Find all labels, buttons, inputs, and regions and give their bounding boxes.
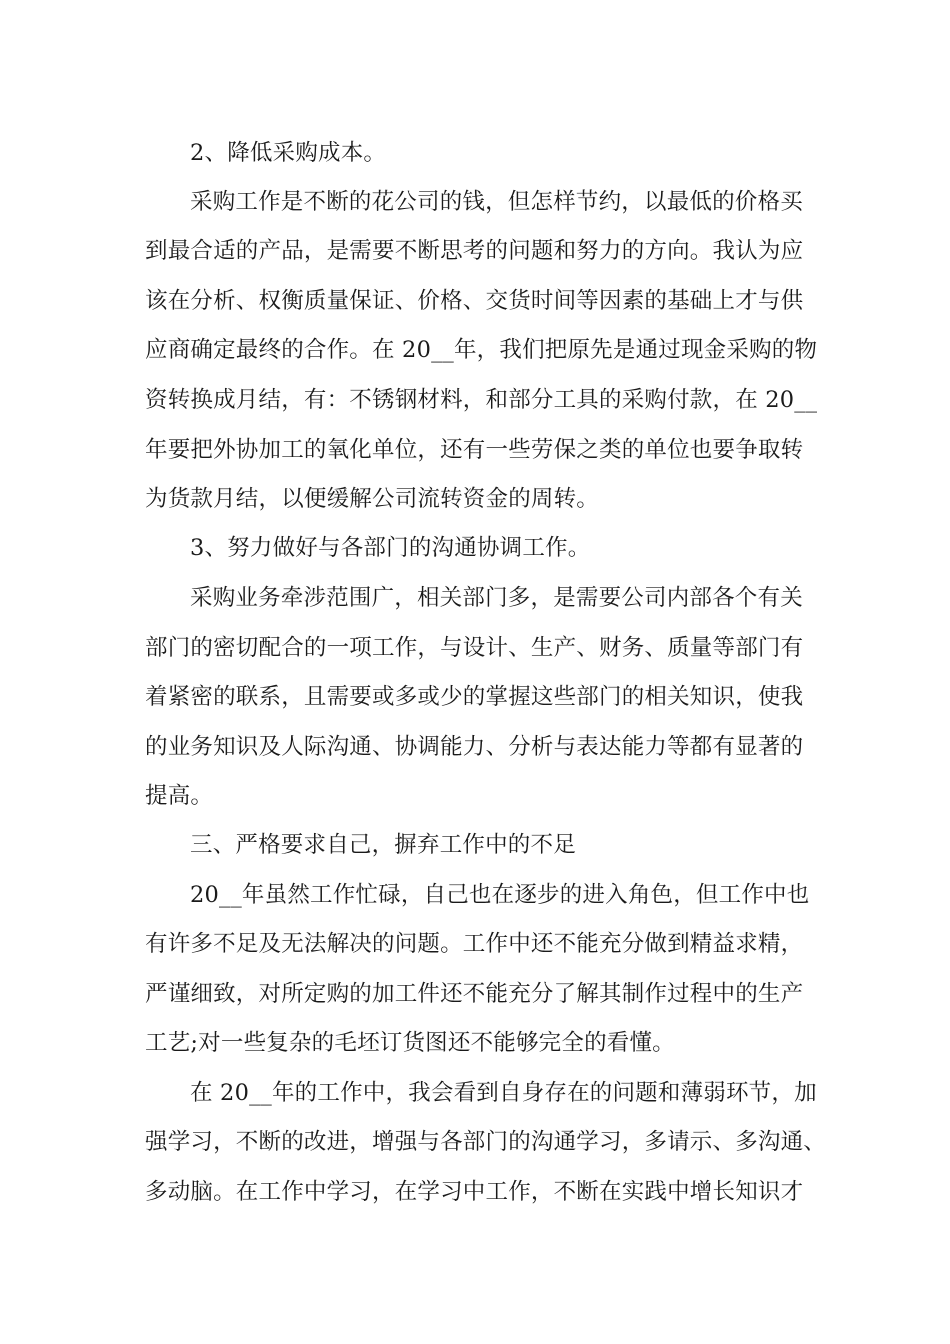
heading-communication: 3、努力做好与各部门的沟通协调工作。 xyxy=(190,535,591,561)
paragraph-line: 严谨细致，对所定购的加工件还不能充分了解其制作过程中的生产 xyxy=(145,981,804,1007)
heading-section-three: 三、严格要求自己，摒弃工作中的不足 xyxy=(190,832,576,858)
paragraph-line: 着紧密的联系，且需要或多或少的掌握这些部门的相关知识，使我 xyxy=(145,684,804,710)
paragraph-line: 应商确定最终的合作。在 20__年，我们把原先是通过现金采购的物 xyxy=(145,337,818,363)
paragraph-line: 采购工作是不断的花公司的钱，但怎样节约，以最低的价格买 xyxy=(190,189,803,215)
paragraph-line: 强学习，不断的改进，增强与各部门的沟通学习，多请示、多沟通、 xyxy=(145,1129,827,1155)
paragraph-line: 该在分析、权衡质量保证、价格、交货时间等因素的基础上才与供 xyxy=(145,288,804,314)
paragraph-line: 采购业务牵涉范围广，相关部门多，是需要公司内部各个有关 xyxy=(190,585,803,611)
paragraph-line: 在 20__年的工作中，我会看到自身存在的问题和薄弱环节，加 xyxy=(190,1080,817,1106)
paragraph-line: 有许多不足及无法解决的问题。工作中还不能充分做到精益求精， xyxy=(145,931,804,957)
paragraph-line: 多动脑。在工作中学习，在学习中工作，不断在实践中增长知识才 xyxy=(145,1179,804,1205)
paragraph-line: 的业务知识及人际沟通、协调能力、分析与表达能力等都有显著的 xyxy=(145,734,804,760)
paragraph-line: 资转换成月结，有：不锈钢材料，和部分工具的采购付款，在 20__ xyxy=(145,387,818,413)
paragraph-line: 到最合适的产品，是需要不断思考的问题和努力的方向。我认为应 xyxy=(145,238,804,264)
paragraph-line: 部门的密切配合的一项工作，与设计、生产、财务、质量等部门有 xyxy=(145,635,804,661)
paragraph-line: 提高。 xyxy=(145,783,214,809)
paragraph-line: 年要把外协加工的氧化单位，还有一些劳保之类的单位也要争取转 xyxy=(145,437,804,463)
paragraph-line: 工艺;对一些复杂的毛坯订货图还不能够完全的看懂。 xyxy=(145,1030,675,1056)
paragraph-line: 20__年虽然工作忙碌，自己也在逐步的进入角色，但工作中也 xyxy=(190,882,810,908)
heading-reduce-cost: 2、降低采购成本。 xyxy=(190,140,387,166)
paragraph-line: 为货款月结，以便缓解公司流转资金的周转。 xyxy=(145,486,600,512)
